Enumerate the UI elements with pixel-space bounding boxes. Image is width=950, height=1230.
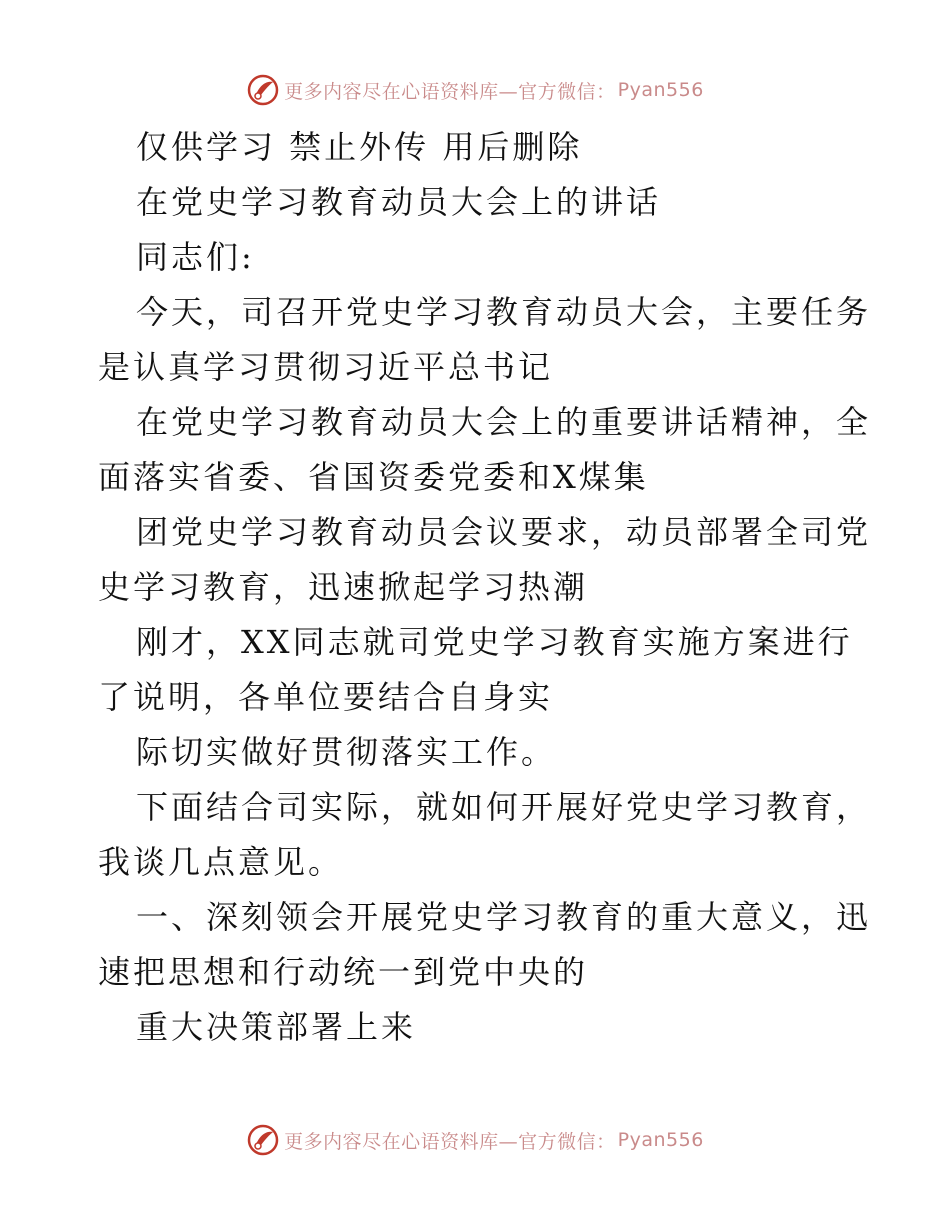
section-heading-continued: 速把思想和行动统一到党中央的 [98,953,589,991]
salutation: 同志们: [136,238,255,276]
document-body [98,120,872,1055]
text-line: 在党史学习教育动员大会上的重要讲话精神，全 [136,403,872,441]
text-line: 仅供学习 禁止外传 用后删除 [136,128,583,166]
text-line: 了说明，各单位要结合自身实 [98,678,554,716]
footer-watermark [0,1120,950,1160]
section-heading-continued: 重大决策部署上来 [136,1008,417,1046]
watermark-text: 更多内容尽在心语资料库—官方微信： [284,1130,616,1153]
header-watermark [0,70,950,110]
watermark-wechat-id: Pyan556 [617,1129,704,1151]
red-seal-logo-icon [246,73,280,107]
text-line: 面落实省委、省国资委党委和X煤集 [98,458,649,496]
text-line: 是认真学习贯彻习近平总书记 [98,348,554,386]
text-line: 际切实做好贯彻落实工作。 [136,733,557,771]
document-title: 在党史学习教育动员大会上的讲话 [136,183,662,221]
red-seal-logo-icon [246,1123,280,1157]
watermark-wechat-id: Pyan556 [617,79,704,101]
watermark-text: 更多内容尽在心语资料库—官方微信： [284,80,616,103]
text-line: 史学习教育，迅速掀起学习热潮 [98,568,589,606]
section-heading: 一、深刻领会开展党史学习教育的重大意义，迅 [136,898,872,936]
text-line: 我谈几点意见。 [98,843,344,881]
text-line: 下面结合司实际，就如何开展好党史学习教育， [136,788,872,826]
text-line: 团党史学习教育动员会议要求，动员部署全司党 [136,513,872,551]
text-line: 今天，司召开党史学习教育动员大会，主要任务 [136,293,872,331]
text-line: 刚才，XX同志就司党史学习教育实施方案进行 [136,623,853,661]
